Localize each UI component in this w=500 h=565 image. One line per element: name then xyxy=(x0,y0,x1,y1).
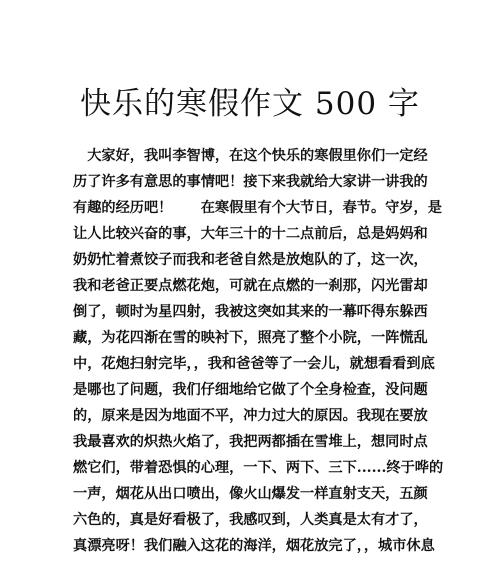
text-line: 让人比较兴奋的事，大年三十的十二点前后，总是妈妈和 xyxy=(73,226,428,242)
text-line: 历了许多有意思的事情吧！接下来我就给大家讲一讲我的 xyxy=(73,174,428,190)
text-line: 是哪也了问题，我们仔细地给它做了个全身检查，没问题 xyxy=(73,382,428,398)
text-line: 我和老爸正要点燃花炮，可就在点燃的一刹那，闪光雷却 xyxy=(73,278,428,294)
text-line: 真漂亮呀！我们融入这花的海洋，烟花放完了，，城市休息 xyxy=(73,538,435,554)
text-line: 倒了，顿时为星四射，我被这突如其来的一幕吓得东躲西 xyxy=(73,304,428,320)
text-line: 有趣的经历吧！ 在寒假里有个大节日，春节。守岁，是 xyxy=(73,200,442,216)
text-line: 六色的，真是好看极了，我感叹到，人类真是太有才了， xyxy=(73,512,428,528)
text-line: 一声，烟花从出口喷出，像火山爆发一样直射支天，五颜 xyxy=(73,486,428,502)
text-line: 的，原来是因为地面不平，冲力过大的原因。我现在要放 xyxy=(73,408,428,424)
text-line: 藏，为花四渐在雪的映衬下，照亮了整个小院，一阵慌乱 xyxy=(73,330,428,346)
text-line: 我最喜欢的炽热火焰了，我把两都插在雪堆上，想同时点 xyxy=(73,434,428,450)
document-title: 快乐的寒假作文 500 字 xyxy=(80,86,420,122)
text-line: 燃它们，带着恐惧的心理，一下、两下、三下......终于哗的 xyxy=(73,460,444,476)
text-line: 大家好，我叫李智博，在这个快乐的寒假里你们一定经 xyxy=(73,148,428,164)
document-body xyxy=(73,143,444,559)
text-line: 中，花炮扫射完毕，，我和爸爸等了一会儿，就想看看到底 xyxy=(73,356,435,372)
text-line: 奶奶忙着煮饺子而我和老爸自然是放炮队的了，这一次， xyxy=(73,252,428,268)
